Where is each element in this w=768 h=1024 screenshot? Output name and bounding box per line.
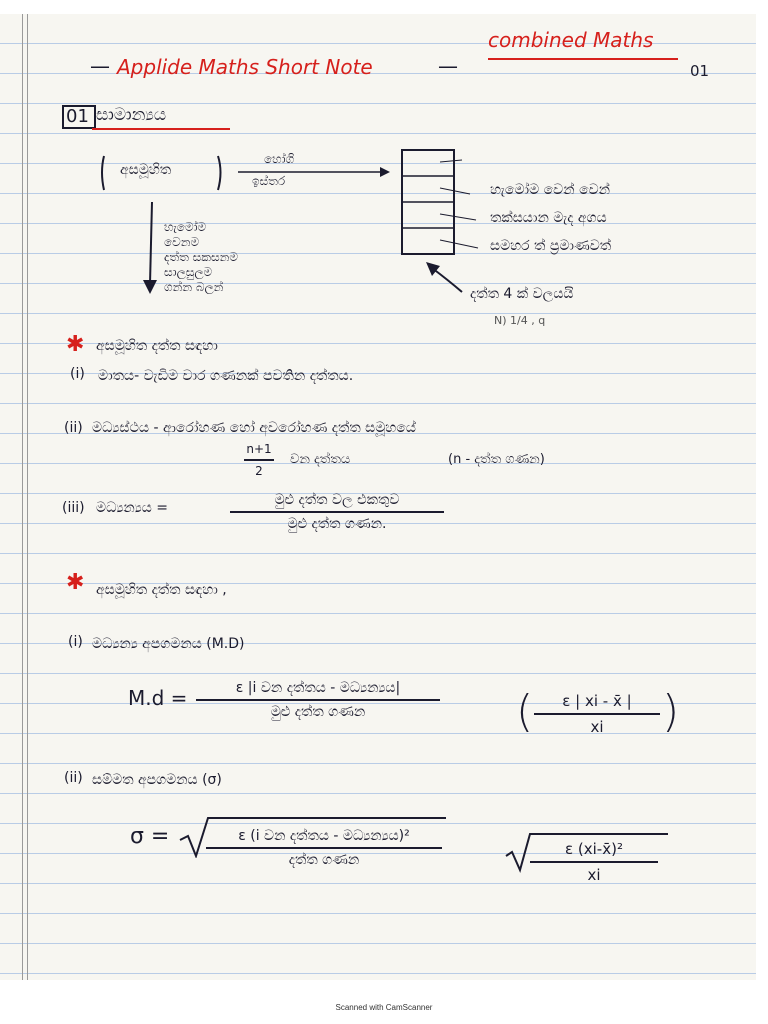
item3-marker: (iii) xyxy=(62,500,85,516)
md-alt-paren-right: ) xyxy=(662,686,680,737)
item3-text: මධ්‍යන්‍යය = xyxy=(96,500,168,516)
side-note xyxy=(164,220,238,295)
down-arrow-shaft xyxy=(150,202,152,284)
sd-alt-fraction xyxy=(530,840,658,884)
md-alt-num: ε | xi - x̄ | xyxy=(562,692,632,710)
title-dash-left: — xyxy=(90,54,110,78)
sd-alt-num: ε (xi-x̄)² xyxy=(565,840,623,858)
item2-frac-den: 2 xyxy=(255,464,263,478)
bracket-right xyxy=(218,156,221,190)
item2-text2: වන දත්තය xyxy=(290,452,351,467)
item2-fraction xyxy=(244,442,274,478)
md-lhs: M.d = xyxy=(128,686,188,710)
md-den: මුළු දත්ත ගණන xyxy=(270,704,366,720)
page-title: Applide Maths Short Note xyxy=(117,55,373,79)
md-alt-paren-left: ( xyxy=(516,686,534,737)
ungrouped-heading: අසමූහිත දත්ත සඳහා xyxy=(96,338,218,354)
bracket-left xyxy=(102,156,104,190)
page-number: 01 xyxy=(690,62,710,80)
md-num: ε |i වන දත්තය - මධ්‍යන්‍යය| xyxy=(235,680,401,696)
side-note-line: වෙනම xyxy=(164,235,200,249)
item4-marker: (i) xyxy=(68,634,83,650)
item5-marker: (ii) xyxy=(64,770,83,786)
side-note-line: ගන්න බලන් xyxy=(164,280,224,294)
sd-den: දත්ත ගණන xyxy=(288,852,360,868)
side-note-line: දත්ත සකසනම xyxy=(164,250,239,264)
item1-marker: (i) xyxy=(70,366,85,382)
diagram xyxy=(0,14,756,344)
item4-text: මධ්‍යන්‍ය අපගමනය (M.D) xyxy=(92,636,245,652)
arrow-head xyxy=(380,167,390,177)
sd-fraction xyxy=(206,828,442,868)
bottom-note: දත්ත 4 ක් වලයයි xyxy=(470,286,574,302)
item2-marker: (ii) xyxy=(64,420,83,436)
notebook-page xyxy=(0,14,756,980)
item3-fraction xyxy=(230,492,444,532)
sd-lhs: σ = xyxy=(130,824,170,849)
source-box-label: අසමූහිත xyxy=(120,162,172,178)
bottom-small: N) 1/4 , q xyxy=(494,314,546,327)
item2-frac-num: n+1 xyxy=(246,442,272,456)
md-fraction xyxy=(196,680,440,720)
md-alt-fraction xyxy=(534,692,660,736)
bottom-arrow-head xyxy=(426,262,440,276)
item1-text: මාතය- වැඩිම වාර ගණනක් පවතින දත්තය. xyxy=(98,368,354,384)
item3-num: මුළු දත්ත වල එකතුව xyxy=(274,492,400,508)
sd-num: ε (i වන දත්තය - මධ්‍යන්‍යය)² xyxy=(238,828,410,844)
right-line-3: සමහර ත් ප්‍රමාණවත් xyxy=(490,238,612,254)
right-line-1: හැමෝම වෙන් වෙන් xyxy=(490,182,611,198)
asterisk-icon-2: ✱ xyxy=(66,570,85,595)
right-line-2: තක්සයාන මැද අගය xyxy=(490,210,607,226)
item2-text3: (n - දත්ත ගණන) xyxy=(448,452,545,467)
side-note-line: හැමෝම xyxy=(164,220,207,234)
title-dash-right: — xyxy=(438,54,458,78)
md-alt-den: xi xyxy=(590,718,604,736)
arrow-label-2: ඉස්තර xyxy=(252,174,286,188)
side-note-line: සාලසුලම xyxy=(164,265,213,279)
section-title: සාමාන්‍යය xyxy=(96,105,167,125)
item2-text: මධ්‍යස්ථය - ආරෝහණ හෝ අවරෝහණ දත්ත සමූහයේ xyxy=(92,420,416,436)
arrow-label-1: හෝගි xyxy=(264,152,295,166)
scanner-watermark: Scanned with CamScanner xyxy=(335,1003,433,1012)
sd-alt-den: xi xyxy=(587,866,601,884)
section-number: 01 xyxy=(66,106,89,127)
item3-den: මුළු දත්ත ගණන. xyxy=(287,516,387,532)
grouped-heading: අසමූහිත දත්ත සඳහා , xyxy=(96,582,227,598)
item5-text: සම්මත අපගමනය (σ) xyxy=(92,772,222,788)
header-right: combined Maths xyxy=(488,28,654,52)
asterisk-icon: ✱ xyxy=(66,332,85,357)
down-arrow-head xyxy=(143,280,157,294)
